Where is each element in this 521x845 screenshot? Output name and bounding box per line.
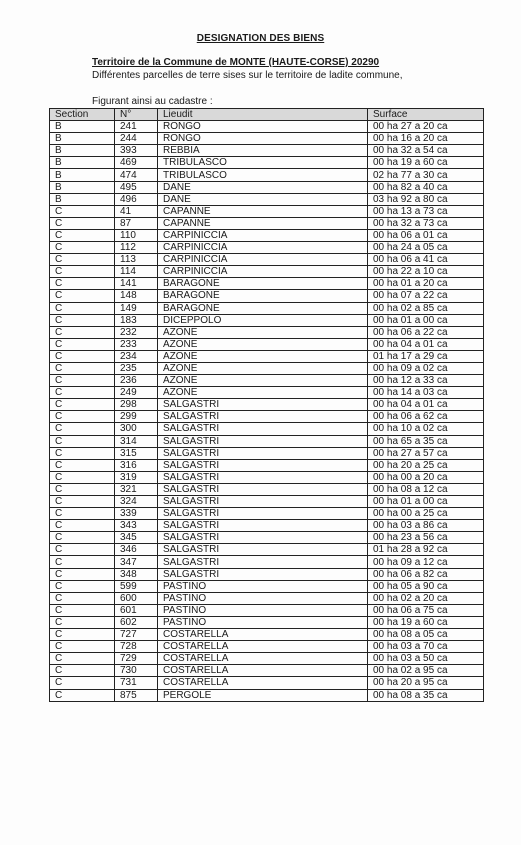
table-row: [50, 653, 484, 665]
table-row: [50, 145, 484, 157]
cell-number: 316: [115, 459, 158, 471]
table-row: [50, 616, 484, 628]
table-row: [50, 447, 484, 459]
table-row: [50, 326, 484, 338]
cell-lieudit: CAPANNE: [158, 217, 368, 229]
cell-section: C: [50, 254, 115, 266]
cell-section: C: [50, 520, 115, 532]
cell-section: C: [50, 242, 115, 254]
cell-surface: 00 ha 03 a 50 ca: [368, 653, 484, 665]
cell-section: C: [50, 411, 115, 423]
table-row: [50, 181, 484, 193]
cell-number: 298: [115, 399, 158, 411]
cell-number: 393: [115, 145, 158, 157]
cell-surface: 00 ha 02 a 95 ca: [368, 665, 484, 677]
cell-lieudit: PASTINO: [158, 604, 368, 616]
cell-section: C: [50, 641, 115, 653]
table-row: [50, 411, 484, 423]
table-row: [50, 435, 484, 447]
cell-surface: 00 ha 05 a 90 ca: [368, 580, 484, 592]
cell-surface: 00 ha 09 a 12 ca: [368, 556, 484, 568]
cell-lieudit: SALGASTRI: [158, 399, 368, 411]
cell-surface: 00 ha 06 a 22 ca: [368, 326, 484, 338]
cell-lieudit: SALGASTRI: [158, 532, 368, 544]
table-row: [50, 121, 484, 133]
cell-surface: 00 ha 03 a 70 ca: [368, 641, 484, 653]
cell-surface: 02 ha 77 a 30 ca: [368, 169, 484, 181]
cell-surface: 00 ha 06 a 75 ca: [368, 604, 484, 616]
cell-lieudit: CARPINICCIA: [158, 254, 368, 266]
cell-section: C: [50, 508, 115, 520]
table-row: [50, 556, 484, 568]
cell-surface: 00 ha 00 a 20 ca: [368, 471, 484, 483]
cell-surface: 00 ha 06 a 62 ca: [368, 411, 484, 423]
cell-lieudit: TRIBULASCO: [158, 169, 368, 181]
cell-lieudit: SALGASTRI: [158, 496, 368, 508]
cell-number: 244: [115, 133, 158, 145]
cell-section: C: [50, 653, 115, 665]
cell-number: 731: [115, 677, 158, 689]
cell-section: C: [50, 496, 115, 508]
parcels-table-body: [50, 121, 484, 702]
cell-number: 339: [115, 508, 158, 520]
cell-number: 348: [115, 568, 158, 580]
table-row: [50, 350, 484, 362]
cell-lieudit: BARAGONE: [158, 302, 368, 314]
cell-number: 235: [115, 362, 158, 374]
table-row: [50, 217, 484, 229]
cell-number: 469: [115, 157, 158, 169]
cell-number: 315: [115, 447, 158, 459]
cell-section: C: [50, 278, 115, 290]
cell-surface: 00 ha 02 a 85 ca: [368, 302, 484, 314]
cell-lieudit: TRIBULASCO: [158, 157, 368, 169]
cell-surface: 00 ha 10 a 02 ca: [368, 423, 484, 435]
cell-lieudit: AZONE: [158, 375, 368, 387]
parcels-table: [49, 108, 484, 702]
cell-number: 474: [115, 169, 158, 181]
cell-lieudit: AZONE: [158, 338, 368, 350]
cell-surface: 00 ha 04 a 01 ca: [368, 399, 484, 411]
table-row: [50, 496, 484, 508]
cell-number: 496: [115, 193, 158, 205]
cell-section: B: [50, 193, 115, 205]
cell-surface: 00 ha 09 a 02 ca: [368, 362, 484, 374]
cell-surface: 00 ha 04 a 01 ca: [368, 338, 484, 350]
cell-lieudit: AZONE: [158, 362, 368, 374]
cell-lieudit: SALGASTRI: [158, 556, 368, 568]
cell-surface: 03 ha 92 a 80 ca: [368, 193, 484, 205]
table-row: [50, 689, 484, 701]
cell-number: 599: [115, 580, 158, 592]
cell-number: 113: [115, 254, 158, 266]
cell-lieudit: CARPINICCIA: [158, 229, 368, 241]
document-subtitle: Différentes parcelles de terre sises sur le territoire de ladite commune,: [92, 70, 403, 81]
cell-lieudit: SALGASTRI: [158, 471, 368, 483]
cell-lieudit: PASTINO: [158, 616, 368, 628]
cell-number: 241: [115, 121, 158, 133]
cell-lieudit: BARAGONE: [158, 278, 368, 290]
cell-number: 183: [115, 314, 158, 326]
cell-lieudit: RONGO: [158, 121, 368, 133]
cell-section: C: [50, 532, 115, 544]
cell-section: C: [50, 338, 115, 350]
cell-surface: 00 ha 06 a 41 ca: [368, 254, 484, 266]
cell-lieudit: SALGASTRI: [158, 520, 368, 532]
cell-section: C: [50, 471, 115, 483]
cell-lieudit: PASTINO: [158, 592, 368, 604]
cell-section: C: [50, 423, 115, 435]
cell-section: C: [50, 229, 115, 241]
cell-surface: 00 ha 08 a 05 ca: [368, 629, 484, 641]
cell-surface: 00 ha 01 a 20 ca: [368, 278, 484, 290]
cell-surface: 00 ha 20 a 25 ca: [368, 459, 484, 471]
cell-number: 300: [115, 423, 158, 435]
table-row: [50, 592, 484, 604]
cell-lieudit: AZONE: [158, 326, 368, 338]
cell-number: 600: [115, 592, 158, 604]
cell-number: 234: [115, 350, 158, 362]
cell-surface: 00 ha 22 a 10 ca: [368, 266, 484, 278]
cell-section: C: [50, 387, 115, 399]
cell-number: 236: [115, 375, 158, 387]
table-row: [50, 242, 484, 254]
table-row: [50, 229, 484, 241]
cell-surface: 00 ha 19 a 60 ca: [368, 616, 484, 628]
table-row: [50, 278, 484, 290]
cell-lieudit: BARAGONE: [158, 290, 368, 302]
cell-section: C: [50, 544, 115, 556]
cell-number: 875: [115, 689, 158, 701]
table-row: [50, 338, 484, 350]
table-row: [50, 508, 484, 520]
cell-lieudit: PASTINO: [158, 580, 368, 592]
cell-section: C: [50, 459, 115, 471]
cell-number: 601: [115, 604, 158, 616]
table-row: [50, 290, 484, 302]
table-row: [50, 399, 484, 411]
cell-lieudit: AZONE: [158, 350, 368, 362]
table-row: [50, 483, 484, 495]
table-row: [50, 568, 484, 580]
cell-surface: 00 ha 65 a 35 ca: [368, 435, 484, 447]
cell-lieudit: SALGASTRI: [158, 459, 368, 471]
cell-surface: 00 ha 06 a 82 ca: [368, 568, 484, 580]
cell-section: C: [50, 568, 115, 580]
cell-lieudit: COSTARELLA: [158, 629, 368, 641]
cell-section: C: [50, 435, 115, 447]
cell-number: 41: [115, 205, 158, 217]
table-row: [50, 133, 484, 145]
cell-surface: 01 ha 17 a 29 ca: [368, 350, 484, 362]
cell-surface: 00 ha 13 a 73 ca: [368, 205, 484, 217]
cell-section: C: [50, 350, 115, 362]
table-row: [50, 375, 484, 387]
cell-number: 314: [115, 435, 158, 447]
cell-number: 345: [115, 532, 158, 544]
table-row: [50, 302, 484, 314]
cell-number: 347: [115, 556, 158, 568]
cell-section: B: [50, 181, 115, 193]
table-row: [50, 169, 484, 181]
cell-number: 110: [115, 229, 158, 241]
cell-lieudit: SALGASTRI: [158, 544, 368, 556]
table-row: [50, 544, 484, 556]
cell-surface: 00 ha 06 a 01 ca: [368, 229, 484, 241]
table-row: [50, 520, 484, 532]
cell-lieudit: COSTARELLA: [158, 641, 368, 653]
cell-section: C: [50, 665, 115, 677]
cell-section: C: [50, 399, 115, 411]
cell-number: 343: [115, 520, 158, 532]
cell-surface: 00 ha 24 a 05 ca: [368, 242, 484, 254]
cell-section: C: [50, 314, 115, 326]
cell-section: B: [50, 169, 115, 181]
cell-surface: 00 ha 16 a 20 ca: [368, 133, 484, 145]
header-surface: Surface: [368, 109, 484, 121]
cell-number: 321: [115, 483, 158, 495]
table-row: [50, 604, 484, 616]
table-row: [50, 387, 484, 399]
cell-surface: 00 ha 01 a 00 ca: [368, 314, 484, 326]
cell-section: C: [50, 302, 115, 314]
cell-lieudit: AZONE: [158, 387, 368, 399]
table-row: [50, 471, 484, 483]
cell-section: C: [50, 375, 115, 387]
territory-heading: Territoire de la Commune de MONTE (HAUTE-CORSE) 20290: [92, 57, 380, 68]
cell-number: 114: [115, 266, 158, 278]
cell-section: C: [50, 689, 115, 701]
cell-number: 149: [115, 302, 158, 314]
cell-number: 602: [115, 616, 158, 628]
cell-section: C: [50, 677, 115, 689]
cell-section: C: [50, 604, 115, 616]
table-row: [50, 193, 484, 205]
cell-lieudit: REBBIA: [158, 145, 368, 157]
cell-lieudit: DANE: [158, 181, 368, 193]
cell-number: 232: [115, 326, 158, 338]
cell-lieudit: SALGASTRI: [158, 435, 368, 447]
table-row: [50, 580, 484, 592]
cell-lieudit: DANE: [158, 193, 368, 205]
table-row: [50, 266, 484, 278]
cell-lieudit: SALGASTRI: [158, 568, 368, 580]
document-title: DESIGNATION DES BIENS: [196, 33, 325, 44]
cell-number: 324: [115, 496, 158, 508]
header-lieudit: Lieudit: [158, 109, 368, 121]
table-row: [50, 641, 484, 653]
header-number: N°: [115, 109, 158, 121]
cell-lieudit: CARPINICCIA: [158, 242, 368, 254]
cell-number: 729: [115, 653, 158, 665]
cell-lieudit: SALGASTRI: [158, 411, 368, 423]
cell-number: 249: [115, 387, 158, 399]
cell-surface: 00 ha 23 a 56 ca: [368, 532, 484, 544]
cell-lieudit: CARPINICCIA: [158, 266, 368, 278]
cell-number: 728: [115, 641, 158, 653]
cell-lieudit: SALGASTRI: [158, 447, 368, 459]
table-row: [50, 665, 484, 677]
cell-section: C: [50, 362, 115, 374]
cell-surface: 01 ha 28 a 92 ca: [368, 544, 484, 556]
cell-section: B: [50, 121, 115, 133]
cell-surface: 00 ha 08 a 12 ca: [368, 483, 484, 495]
cell-section: C: [50, 556, 115, 568]
cell-surface: 00 ha 00 a 25 ca: [368, 508, 484, 520]
cell-lieudit: CAPANNE: [158, 205, 368, 217]
cell-lieudit: RONGO: [158, 133, 368, 145]
cell-surface: 00 ha 32 a 73 ca: [368, 217, 484, 229]
cell-number: 233: [115, 338, 158, 350]
cell-number: 346: [115, 544, 158, 556]
table-row: [50, 629, 484, 641]
cell-surface: 00 ha 02 a 20 ca: [368, 592, 484, 604]
table-row: [50, 532, 484, 544]
header-section: Section: [50, 109, 115, 121]
cell-lieudit: COSTARELLA: [158, 653, 368, 665]
cell-section: C: [50, 290, 115, 302]
cell-surface: 00 ha 03 a 86 ca: [368, 520, 484, 532]
table-row: [50, 254, 484, 266]
cell-section: B: [50, 133, 115, 145]
cell-surface: 00 ha 27 a 20 ca: [368, 121, 484, 133]
cell-surface: 00 ha 01 a 00 ca: [368, 496, 484, 508]
cell-section: C: [50, 326, 115, 338]
cell-section: C: [50, 447, 115, 459]
cell-section: C: [50, 266, 115, 278]
cell-surface: 00 ha 32 a 54 ca: [368, 145, 484, 157]
parcels-table-header: [50, 109, 484, 121]
cell-lieudit: COSTARELLA: [158, 677, 368, 689]
cell-section: C: [50, 629, 115, 641]
cell-lieudit: COSTARELLA: [158, 665, 368, 677]
table-row: [50, 423, 484, 435]
cell-number: 730: [115, 665, 158, 677]
cadastre-intro: Figurant ainsi au cadastre :: [92, 96, 213, 107]
cell-surface: 00 ha 82 a 40 ca: [368, 181, 484, 193]
cell-section: C: [50, 483, 115, 495]
cell-number: 299: [115, 411, 158, 423]
table-row: [50, 362, 484, 374]
cell-lieudit: SALGASTRI: [158, 508, 368, 520]
cell-lieudit: SALGASTRI: [158, 423, 368, 435]
header-row: [50, 109, 484, 121]
table-row: [50, 314, 484, 326]
cell-section: C: [50, 592, 115, 604]
table-row: [50, 459, 484, 471]
cell-number: 727: [115, 629, 158, 641]
table-row: [50, 677, 484, 689]
cell-surface: 00 ha 07 a 22 ca: [368, 290, 484, 302]
cell-surface: 00 ha 27 a 57 ca: [368, 447, 484, 459]
cell-section: C: [50, 205, 115, 217]
cell-surface: 00 ha 19 a 60 ca: [368, 157, 484, 169]
cell-section: C: [50, 616, 115, 628]
table-row: [50, 157, 484, 169]
cell-section: C: [50, 580, 115, 592]
cell-section: C: [50, 217, 115, 229]
cell-surface: 00 ha 12 a 33 ca: [368, 375, 484, 387]
cell-surface: 00 ha 20 a 95 ca: [368, 677, 484, 689]
cell-surface: 00 ha 08 a 35 ca: [368, 689, 484, 701]
cell-section: B: [50, 157, 115, 169]
cell-section: B: [50, 145, 115, 157]
cell-number: 112: [115, 242, 158, 254]
cell-number: 319: [115, 471, 158, 483]
cell-lieudit: PERGOLE: [158, 689, 368, 701]
cell-lieudit: SALGASTRI: [158, 483, 368, 495]
cell-number: 148: [115, 290, 158, 302]
cell-number: 141: [115, 278, 158, 290]
cell-surface: 00 ha 14 a 03 ca: [368, 387, 484, 399]
cell-number: 495: [115, 181, 158, 193]
table-row: [50, 205, 484, 217]
cell-lieudit: DICEPPOLO: [158, 314, 368, 326]
cell-number: 87: [115, 217, 158, 229]
